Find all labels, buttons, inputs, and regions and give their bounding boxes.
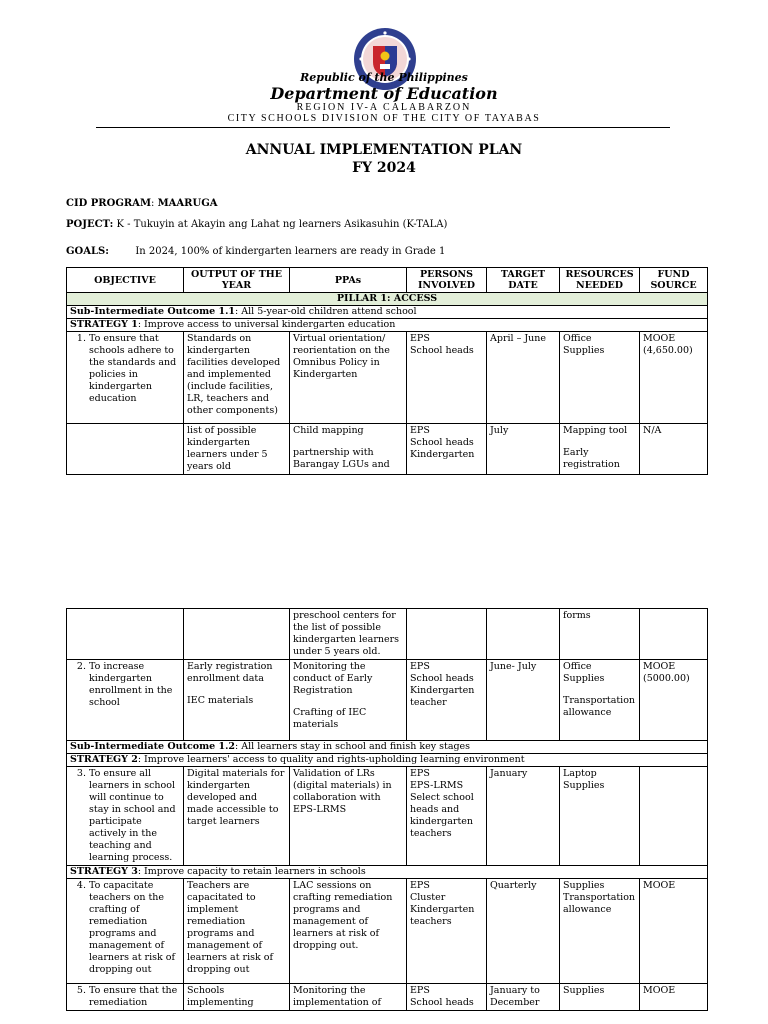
strategy-row (67, 319, 708, 332)
table-row (67, 609, 708, 660)
resources-cell (560, 424, 640, 475)
date-cell: June- July (487, 660, 560, 741)
ppas-cell (290, 424, 407, 475)
region-heading: REGION IV-A CALABARZON (296, 102, 472, 113)
col-header-objective: OBJECTIVE (67, 268, 184, 293)
table-row (67, 332, 708, 424)
resources-line: Office (563, 333, 592, 344)
goals-label: GOALS: (66, 246, 109, 257)
output-cell (184, 609, 290, 660)
project-label: POJECT: (66, 219, 114, 230)
objective-text: To ensure all learners in school will continue to stay in school and participate actively in the teaching and learning process. (89, 768, 176, 863)
implementation-table-part-2 (66, 608, 708, 1011)
implementation-table-part-1 (66, 267, 708, 475)
resources-line: Supplies (563, 780, 605, 791)
title-line-2: FY 2024 (352, 160, 416, 176)
persons-line: teachers (410, 916, 452, 927)
strategy-row (67, 866, 708, 879)
objective-cell (67, 767, 184, 866)
sio-1-1-text: : All 5-year-old children attend school (235, 306, 417, 317)
ppas-line: partnership with Barangay LGUs and (293, 447, 390, 470)
sio-1-1 (67, 306, 708, 319)
fund-cell (640, 332, 708, 424)
ppas-cell: preschool centers for the list of possible kindergarten learners under 5 years old. (290, 609, 407, 660)
header-divider (96, 127, 670, 128)
ppas-cell: Virtual orientation/ reorientation on the Omnibus Policy in Kindergarten (290, 332, 407, 424)
resources-line: Supplies (563, 673, 605, 684)
goals-line (66, 246, 445, 257)
pillar-1-label: PILLAR 1: ACCESS (67, 293, 708, 306)
output-cell: Schools implementing (184, 984, 290, 1011)
objective-cell (67, 879, 184, 984)
persons-cell (407, 767, 487, 866)
strategy-1-text: : Improve access to universal kindergarten education (137, 319, 396, 330)
strategy-3-text: : Improve capacity to retain learners in schools (137, 866, 366, 877)
fund-cell (640, 660, 708, 741)
col-header-resources: RESOURCES NEEDED (560, 268, 640, 293)
fund-cell (640, 609, 708, 660)
resources-line: Office (563, 661, 592, 672)
strategy-2-label: STRATEGY 2 (70, 754, 138, 765)
sio-row (67, 741, 708, 754)
output-cell: Standards on kindergarten facilities developed and implemented (include facilities, LR, teachers and other components) (184, 332, 290, 424)
strategy-3-label: STRATEGY 3 (70, 866, 138, 877)
strategy-1-label: STRATEGY 1 (70, 319, 138, 330)
objective-text: To ensure that the remediation (89, 985, 178, 1008)
persons-line: EPS (410, 661, 430, 672)
ppas-line: Child mapping (293, 425, 364, 436)
strategy-1 (67, 319, 708, 332)
sio-1-1-label: Sub-Intermediate Outcome 1.1 (70, 306, 236, 317)
resources-cell (560, 332, 640, 424)
resources-cell (560, 879, 640, 984)
ppas-line: Crafting of IEC materials (293, 707, 367, 730)
persons-line: EPS (410, 333, 430, 344)
output-cell: list of possible kindergarten learners under 5 years old (184, 424, 290, 475)
table-header-row (67, 268, 708, 293)
objective-cell (67, 609, 184, 660)
resources-line: allowance (563, 707, 612, 718)
table-row (67, 424, 708, 475)
date-cell: April – June (487, 332, 560, 424)
persons-line: Cluster (410, 892, 446, 903)
persons-line: School heads (410, 997, 474, 1008)
persons-line: EPS (410, 880, 430, 891)
strategy-3 (67, 866, 708, 879)
persons-line: Select school heads and kindergarten teachers (410, 792, 474, 839)
project-value: K - Tukuyin at Akayin ang Lahat ng learners Asikasuhin (K-TALA) (116, 219, 448, 230)
col-header-output: OUTPUT OF THE YEAR (184, 268, 290, 293)
output-line: IEC materials (187, 695, 254, 706)
fund-cell: MOOE (640, 879, 708, 984)
resources-cell: Supplies (560, 984, 640, 1011)
fund-line: (4,650.00) (643, 345, 693, 356)
table-row (67, 879, 708, 984)
objective-text: To ensure that schools adhere to the standards and policies in kindergarten education (89, 333, 177, 404)
republic-heading: Republic of the Philippines (300, 71, 468, 84)
fund-cell: N/A (640, 424, 708, 475)
persons-line: Kindergarten (410, 904, 475, 915)
resources-line: Early (563, 447, 589, 458)
ppas-cell: LAC sessions on crafting remediation programs and management of learners at risk of dropping out. (290, 879, 407, 984)
pillar-row (67, 293, 708, 306)
ppas-cell: Monitoring the implementation of (290, 984, 407, 1011)
col-header-target-date: TARGET DATE (487, 268, 560, 293)
fund-cell (640, 767, 708, 866)
program-label: CID PROGRAM (66, 198, 152, 209)
objective-text: To increase kindergarten enrollment in the school (89, 661, 173, 708)
resources-line: Transportation (563, 695, 636, 706)
division-heading: CITY SCHOOLS DIVISION OF THE CITY OF TAYABAS (227, 113, 541, 124)
row-number: 3. (76, 768, 86, 779)
resources-line: Laptop (563, 768, 597, 779)
persons-cell (407, 609, 487, 660)
objective-cell (67, 424, 184, 475)
date-cell: Quarterly (487, 879, 560, 984)
resources-line: Supplies (563, 880, 605, 891)
persons-line: School heads (410, 673, 474, 684)
strategy-row (67, 754, 708, 767)
resources-cell (560, 767, 640, 866)
persons-line: Kindergarten (410, 449, 475, 460)
persons-cell (407, 332, 487, 424)
program-value: MAARUGA (157, 198, 218, 209)
resources-cell (560, 660, 640, 741)
date-cell (487, 609, 560, 660)
strategy-2-text: : Improve learners' access to quality and rights-upholding learning environment (137, 754, 525, 765)
objective-cell (67, 660, 184, 741)
col-header-fund: FUND SOURCE (640, 268, 708, 293)
ppas-line: Monitoring the conduct of Early Registration (293, 661, 373, 696)
col-header-persons: PERSONS INVOLVED (407, 268, 487, 293)
goals-value: In 2024, 100% of kindergarten learners are ready in Grade 1 (135, 246, 446, 257)
objective-text: To capacitate teachers on the crafting of remediation programs and management of learners at risk of dropping out (89, 880, 176, 975)
row-number: 2. (76, 661, 86, 672)
department-heading: Department of Education (270, 84, 498, 103)
sio-row (67, 306, 708, 319)
program-line: CID PROGRAM: MAARUGA (66, 198, 218, 209)
persons-cell (407, 424, 487, 475)
persons-line: School heads (410, 437, 474, 448)
output-cell: Teachers are capacitated to implement remediation programs and management of learners at risk of dropping out (184, 879, 290, 984)
output-line: Early registration enrollment data (187, 661, 273, 684)
persons-cell (407, 879, 487, 984)
output-cell (184, 660, 290, 741)
table-row (67, 767, 708, 866)
fund-line: (5000.00) (643, 673, 690, 684)
document-title (0, 141, 768, 177)
table-row (67, 984, 708, 1011)
title-line-1: ANNUAL IMPLEMENTATION PLAN (245, 142, 523, 158)
ppas-cell: Validation of LRs (digital materials) in collaboration with EPS-LRMS (290, 767, 407, 866)
date-cell: January to December (487, 984, 560, 1011)
table-row (67, 660, 708, 741)
objective-cell (67, 332, 184, 424)
resources-cell: forms (560, 609, 640, 660)
persons-line: School heads (410, 345, 474, 356)
sio-1-2-label: Sub-Intermediate Outcome 1.2 (70, 741, 236, 752)
col-header-ppas: PPAs (290, 268, 407, 293)
persons-line: EPS (410, 425, 430, 436)
persons-line: EPS (410, 768, 430, 779)
project-line (66, 219, 447, 230)
resources-line: registration (563, 459, 620, 470)
date-cell: July (487, 424, 560, 475)
persons-cell (407, 984, 487, 1011)
output-cell: Digital materials for kindergarten developed and made accessible to target learners (184, 767, 290, 866)
row-number: 1. (76, 333, 86, 344)
ppas-cell (290, 660, 407, 741)
resources-line: Mapping tool (563, 425, 628, 436)
fund-line: MOOE (643, 333, 676, 344)
row-number: 4. (76, 880, 86, 891)
fund-cell: MOOE (640, 984, 708, 1011)
persons-line: EPS-LRMS (410, 780, 464, 791)
date-cell: January (487, 767, 560, 866)
row-number: 5. (76, 985, 86, 996)
resources-line: allowance (563, 904, 612, 915)
objective-cell (67, 984, 184, 1011)
persons-cell (407, 660, 487, 741)
strategy-2 (67, 754, 708, 767)
resources-line: Transportation (563, 892, 636, 903)
sio-1-2 (67, 741, 708, 754)
resources-line: Supplies (563, 345, 605, 356)
persons-line: teacher (410, 697, 447, 708)
fund-line: MOOE (643, 661, 676, 672)
persons-line: EPS (410, 985, 430, 996)
sio-1-2-text: : All learners stay in school and finish key stages (235, 741, 471, 752)
persons-line: Kindergarten (410, 685, 475, 696)
